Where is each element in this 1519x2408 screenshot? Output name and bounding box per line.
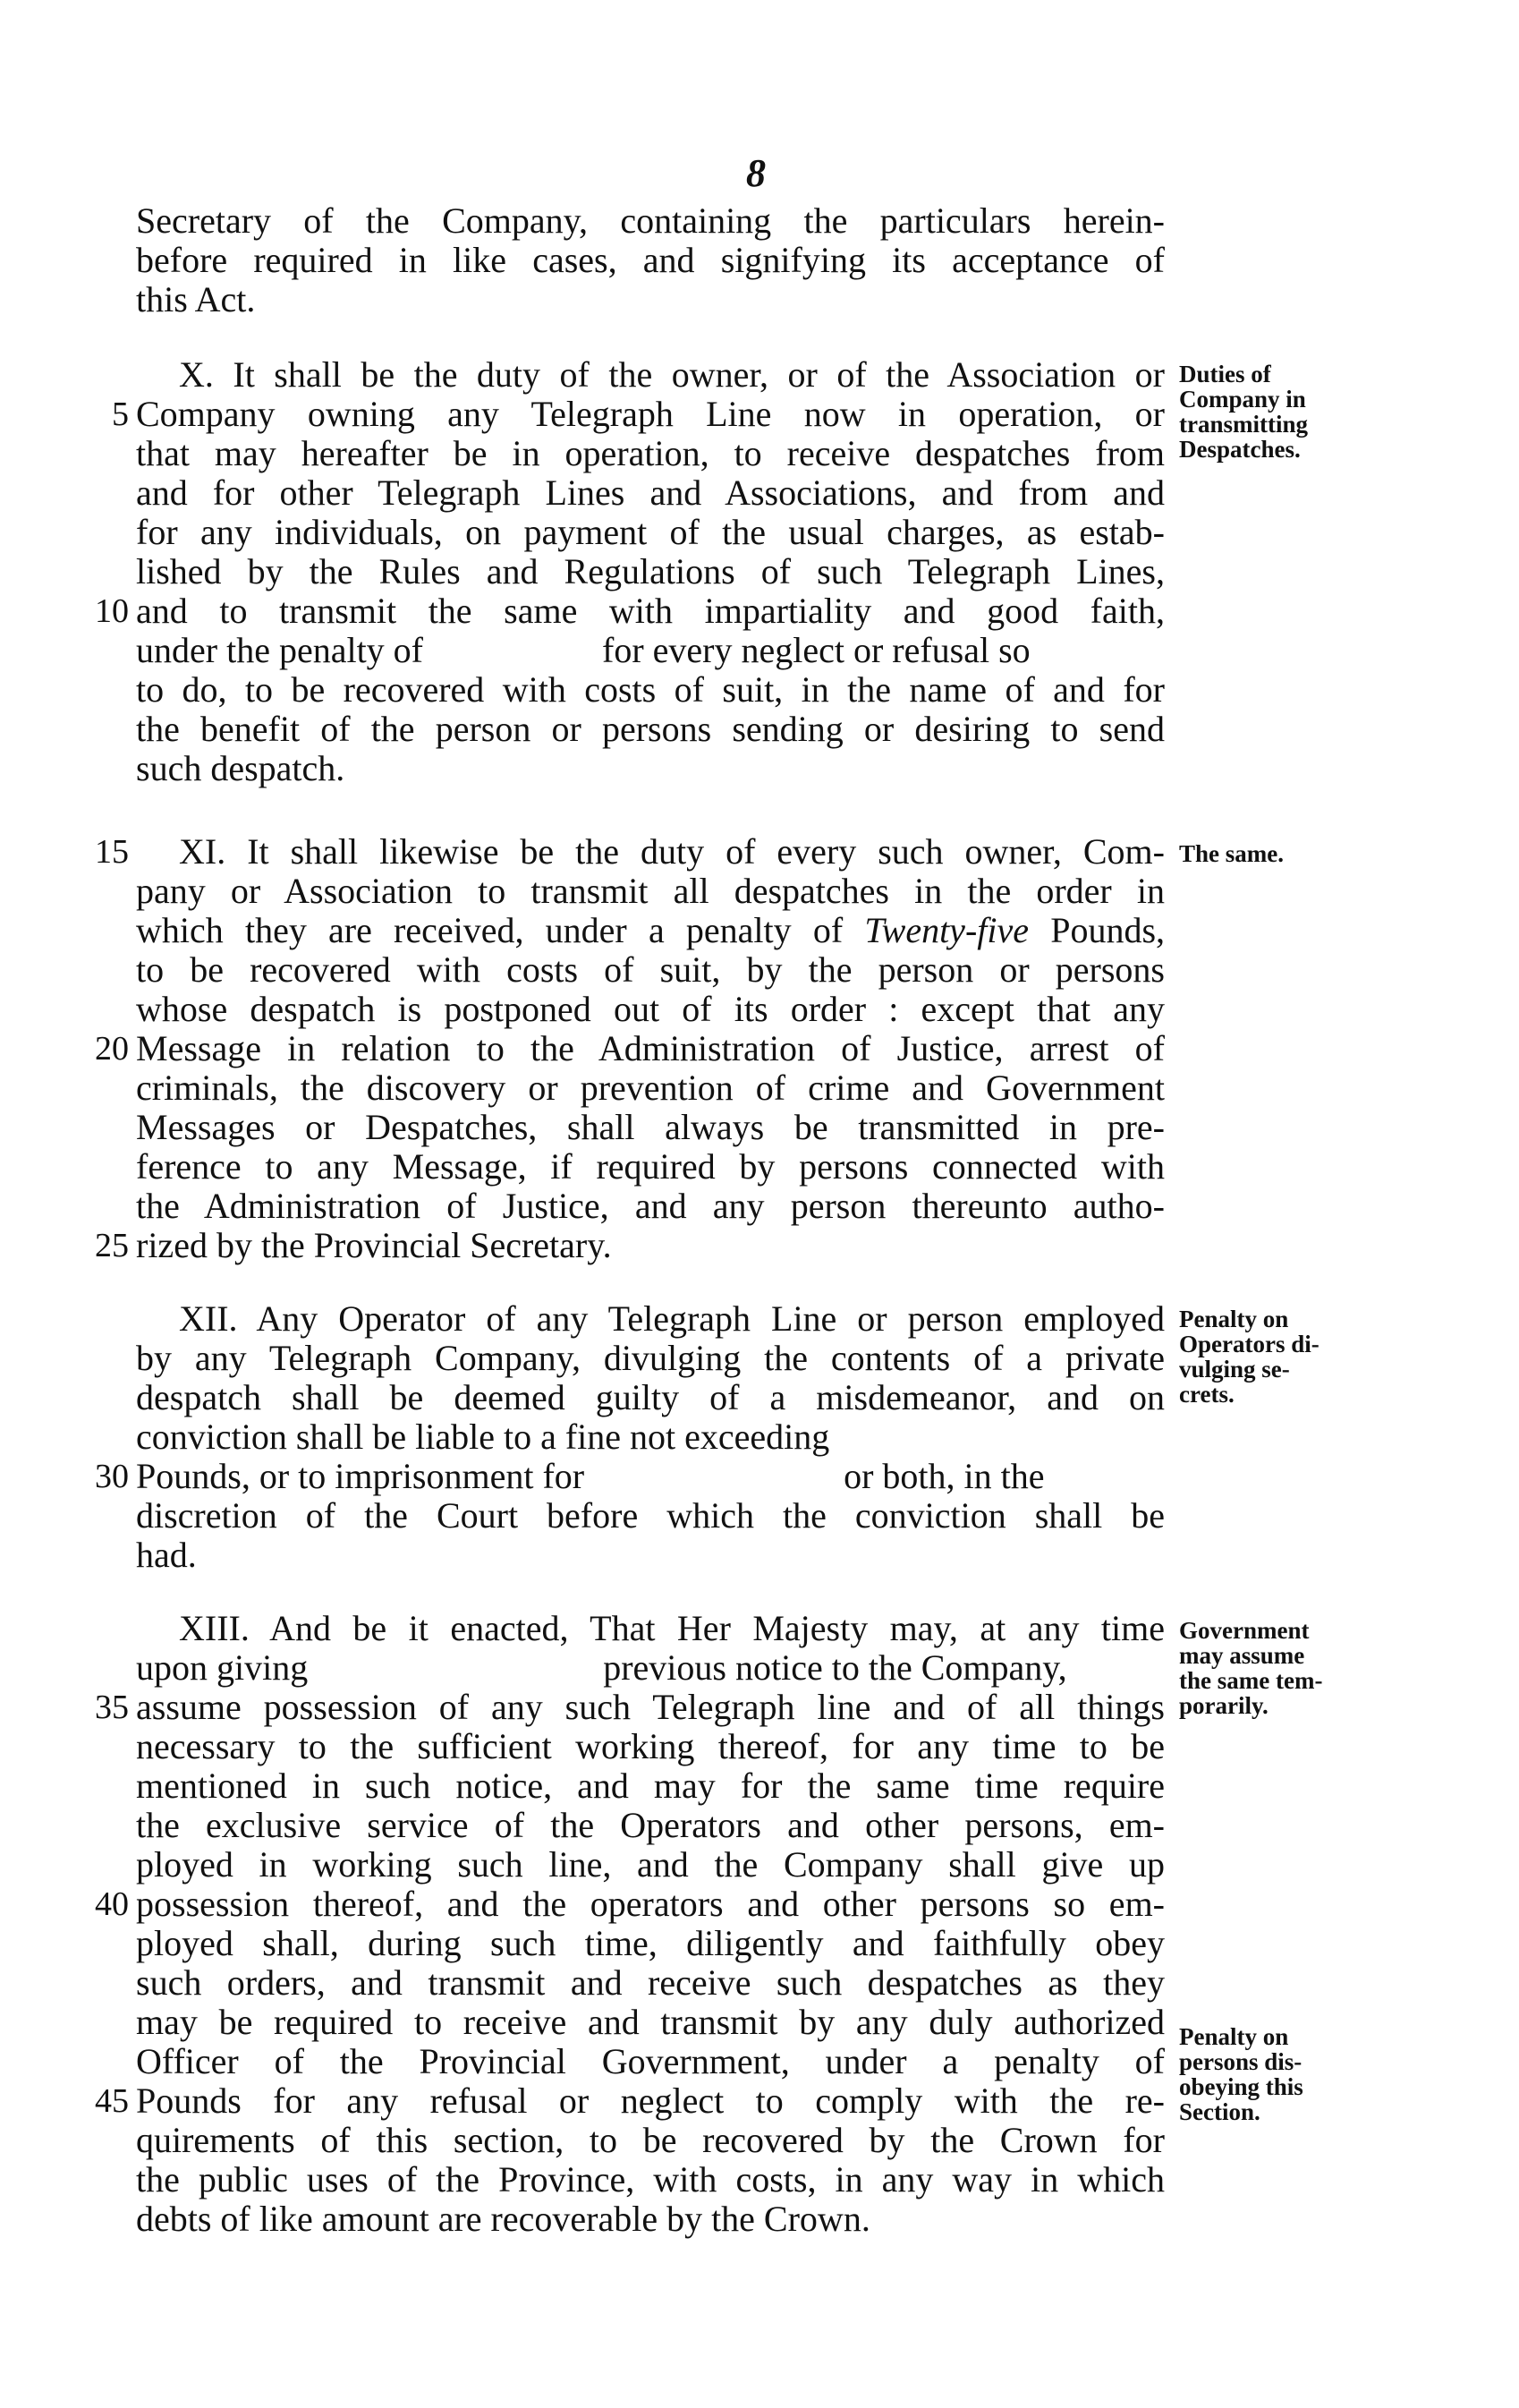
- text-line: for any individuals, on payment of the usual charges, as estab-: [136, 512, 1165, 552]
- text-fragment: upon giving: [136, 1647, 309, 1688]
- text-line: that may hereafter be in operation, to receive despatches from: [136, 433, 1165, 473]
- text-line: [136, 1648, 1165, 1688]
- page-number: 8: [746, 151, 766, 195]
- margin-note-line: Section.: [1179, 2098, 1260, 2125]
- text-line: the public uses of the Province, with costs, in any way in which: [136, 2159, 1165, 2200]
- text-line: quirements of this section, to be recovered by the Crown for: [136, 2120, 1165, 2160]
- text-line: discretion of the Court before which the conviction shall be: [136, 1495, 1165, 1536]
- text-line: the benefit of the person or persons sending or desiring to send: [136, 709, 1165, 749]
- margin-note-line: vulging se-: [1179, 1356, 1290, 1383]
- text-line: this Act.: [136, 279, 256, 319]
- text-line: to be recovered with costs of suit, by the person or persons: [136, 949, 1165, 990]
- margin-note-same: [1179, 841, 1358, 866]
- text-line: Officer of the Provincial Government, under a penalty of: [136, 2041, 1165, 2081]
- text-line: [136, 1457, 1165, 1496]
- line-number: 45: [95, 2082, 129, 2120]
- margin-note-line: persons dis-: [1179, 2048, 1303, 2075]
- section-xiii-line: XIII. And be it enacted, That Her Majesty may, at any time: [179, 1608, 1165, 1648]
- text-fragment: Pounds,: [1029, 910, 1166, 950]
- section-x-line: X. It shall be the duty of the owner, or of the Association or: [179, 354, 1165, 395]
- line-number: 30: [95, 1458, 129, 1495]
- margin-note-line: Penalty on: [1179, 1306, 1289, 1332]
- line-number: 10: [95, 592, 129, 630]
- margin-note-line: the same tem-: [1179, 1667, 1323, 1694]
- line-number: 35: [95, 1689, 129, 1726]
- text-line: necessary to the sufficient working thereof, for any time to be: [136, 1726, 1165, 1766]
- text-line: Messages or Despatches, shall always be transmitted in pre-: [136, 1107, 1165, 1147]
- line-number: 5: [112, 396, 129, 433]
- text-line: had.: [136, 1535, 197, 1575]
- text-line: possession thereof, and the operators and other persons so em-: [136, 1884, 1165, 1924]
- text-line: before required in like cases, and signifying its acceptance of: [136, 240, 1165, 280]
- text-line: by any Telegraph Company, divulging the contents of a private: [136, 1338, 1165, 1378]
- text-line: pany or Association to transmit all despatches in the order in: [136, 871, 1165, 911]
- margin-note-line: transmitting: [1179, 411, 1308, 438]
- margin-note-line: may assume: [1179, 1642, 1305, 1669]
- margin-note-line: Operators di-: [1179, 1331, 1320, 1357]
- text-line: mentioned in such notice, and may for the same time require: [136, 1766, 1165, 1806]
- margin-note-line: Company in: [1179, 386, 1306, 413]
- text-line: Company owning any Telegraph Line now in operation, or: [136, 394, 1165, 434]
- text-line: assume possession of any such Telegraph line and of all things: [136, 1687, 1165, 1727]
- text-line: may be required to receive and transmit by any duly authorized: [136, 2002, 1165, 2042]
- margin-note-line: porarily.: [1179, 1692, 1269, 1719]
- text-line: and for other Telegraph Lines and Associations, and from and: [136, 472, 1165, 513]
- margin-note-line: Despatches.: [1179, 436, 1301, 463]
- text-line: ployed shall, during such time, diligently and faithfully obey: [136, 1923, 1165, 1963]
- text-line: and to transmit the same with impartiality and good faith,: [136, 591, 1165, 631]
- text-line: criminals, the discovery or prevention of crime and Government: [136, 1068, 1165, 1108]
- text-line: such orders, and transmit and receive such despatches as they: [136, 1962, 1165, 2003]
- text-line: the exclusive service of the Operators and other persons, em-: [136, 1805, 1165, 1845]
- text-fragment: or both, in the: [844, 1456, 1045, 1496]
- margin-note-line: obeying this: [1179, 2073, 1303, 2100]
- text-line: ployed in working such line, and the Company shall give up: [136, 1844, 1165, 1885]
- text-line: ference to any Message, if required by persons connected with: [136, 1146, 1165, 1187]
- text-fragment: previous notice to the Company,: [603, 1647, 1067, 1688]
- line-number: 20: [95, 1030, 129, 1068]
- section-xi-line: XI. It shall likewise be the duty of every such owner, Com-: [179, 831, 1165, 872]
- text-line: [136, 911, 1165, 950]
- margin-note-line: Duties of: [1179, 361, 1271, 387]
- margin-note-line: Government: [1179, 1617, 1310, 1644]
- text-line: Secretary of the Company, containing the particulars herein-: [136, 200, 1165, 241]
- text-fragment: for every neglect or refusal so: [602, 630, 1031, 670]
- text-line: Pounds for any refusal or neglect to comply with the re-: [136, 2080, 1165, 2121]
- margin-note-line: crets.: [1179, 1381, 1235, 1408]
- margin-note-line: The same.: [1179, 840, 1284, 867]
- section-xii-line: XII. Any Operator of any Telegraph Line or person employed: [179, 1298, 1165, 1339]
- line-number: 40: [95, 1885, 129, 1923]
- text-line: debts of like amount are recoverable by the Crown.: [136, 2199, 870, 2239]
- text-line: Message in relation to the Administration of Justice, arrest of: [136, 1028, 1165, 1068]
- text-fragment-italic: Twenty-five: [864, 910, 1029, 950]
- text-line: to do, to be recovered with costs of suit, in the name of and for: [136, 669, 1165, 710]
- text-line: rized by the Provincial Secretary.: [136, 1225, 612, 1265]
- text-fragment: Pounds, or to imprisonment for: [136, 1456, 585, 1496]
- text-line: the Administration of Justice, and any person thereunto autho-: [136, 1186, 1165, 1226]
- margin-note-penalty-operators: [1179, 1306, 1358, 1407]
- text-line: [136, 631, 1165, 670]
- text-line: such despatch.: [136, 748, 345, 788]
- text-line: whose despatch is postponed out of its order : except that any: [136, 989, 1165, 1029]
- text-line: lished by the Rules and Regulations of such Telegraph Lines,: [136, 551, 1165, 591]
- margin-note-line: Penalty on: [1179, 2023, 1289, 2050]
- line-number: 25: [95, 1227, 129, 1264]
- margin-note-penalty-persons: [1179, 2024, 1358, 2124]
- margin-note-duties: [1179, 362, 1358, 462]
- text-line: conviction shall be liable to a fine not exceeding: [136, 1417, 830, 1457]
- text-line: despatch shall be deemed guilty of a misdemeanor, and on: [136, 1377, 1165, 1417]
- text-fragment: which they are received, under a penalty of: [136, 910, 865, 950]
- line-number: 15: [95, 833, 129, 871]
- margin-note-government: [1179, 1618, 1358, 1718]
- text-fragment: under the penalty of: [136, 630, 423, 670]
